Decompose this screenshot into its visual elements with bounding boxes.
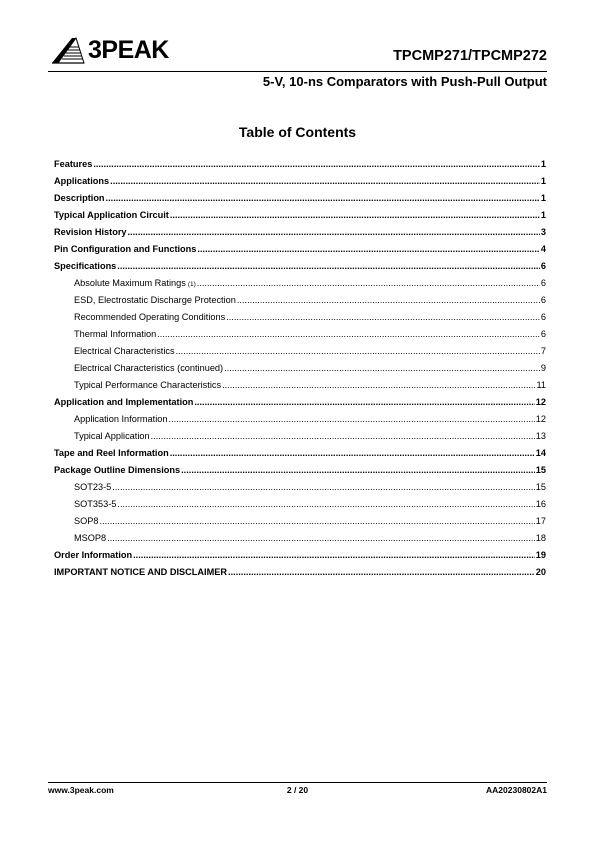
toc-entry[interactable] (54, 203, 546, 220)
toc-entry[interactable] (54, 271, 546, 288)
toc-entry-label: MSOP8 (74, 532, 107, 543)
toc-entry[interactable] (54, 526, 546, 543)
toc-dot-leader (176, 347, 540, 356)
toc-entry-page: 6 (540, 260, 546, 271)
toc-entry-label: SOP8 (74, 515, 99, 526)
toc-entry-page: 1 (540, 158, 546, 169)
toc-entry-label: Applications (54, 175, 110, 186)
toc-entry-label: Application Information (74, 413, 168, 424)
toc-entry[interactable] (54, 356, 546, 373)
toc-entry[interactable] (54, 407, 546, 424)
toc-entry[interactable] (54, 390, 546, 407)
document-subtitle: 5-V, 10-ns Comparators with Push-Pull Output (262, 74, 547, 89)
toc-dot-leader (228, 568, 535, 577)
toc-entry-page: 20 (535, 566, 546, 577)
logo-text: 3PEAK (88, 35, 169, 64)
toc-dot-leader (222, 381, 535, 390)
toc-entry-page: 11 (536, 379, 546, 390)
toc-entry-label: Specifications (54, 260, 117, 271)
toc-entry-page: 16 (535, 498, 546, 509)
toc-dot-leader (117, 262, 540, 271)
toc-entry-label: Recommended Operating Conditions (74, 311, 226, 322)
toc-entry-label: Application and Implementation (54, 396, 194, 407)
company-logo (50, 36, 169, 64)
toc-entry-page: 13 (535, 430, 546, 441)
toc-entry-page: 1 (540, 192, 546, 203)
toc-entry-label: Electrical Characteristics (continued) (74, 362, 224, 373)
toc-entry-page: 6 (540, 294, 546, 305)
toc-entry[interactable] (54, 186, 546, 203)
toc-dot-leader (197, 245, 539, 254)
toc-dot-leader (237, 296, 540, 305)
toc-dot-leader (133, 551, 535, 560)
toc-entry[interactable] (54, 237, 546, 254)
toc-entry[interactable] (54, 424, 546, 441)
toc-entry-label: Tape and Reel Information (54, 447, 169, 458)
toc-entry-page: 1 (540, 175, 546, 186)
toc-entry-page: 15 (535, 464, 546, 475)
toc-dot-leader (168, 415, 534, 424)
toc-entry-label: Description (54, 192, 105, 203)
toc-entry-page: 12 (535, 396, 546, 407)
toc-entry-footnote-ref: (1) (187, 280, 196, 288)
toc-entry-page: 12 (535, 413, 546, 424)
toc-entry[interactable] (54, 322, 546, 339)
toc-entry[interactable] (54, 169, 546, 186)
toc-dot-leader (117, 500, 534, 509)
toc-entry[interactable] (54, 475, 546, 492)
toc-entry-label: Features (54, 158, 93, 169)
toc-entry-label: Absolute Maximum Ratings (74, 277, 186, 288)
toc-entry-label: Typical Application (74, 430, 150, 441)
toc-entry-page: 7 (540, 345, 546, 356)
part-number: TPCMP271/TPCMP272 (393, 48, 547, 64)
toc-entry-page: 1 (540, 209, 546, 220)
toc-entry-label: Revision History (54, 226, 127, 237)
toc-entry[interactable] (54, 560, 546, 577)
toc-dot-leader (197, 279, 540, 288)
footer-divider (48, 782, 547, 783)
toc-entry-label: Pin Configuration and Functions (54, 243, 197, 254)
toc-dot-leader (157, 330, 540, 339)
toc-dot-leader (107, 534, 535, 543)
toc-entry-page: 18 (535, 532, 546, 543)
toc-dot-leader (128, 228, 540, 237)
table-of-contents (54, 152, 546, 577)
toc-entry-label: Package Outline Dimensions (54, 464, 181, 475)
toc-entry[interactable] (54, 152, 546, 169)
header-divider (48, 71, 547, 72)
toc-entry-label: Order Information (54, 549, 133, 560)
toc-entry-label: SOT353-5 (74, 498, 117, 509)
toc-entry[interactable] (54, 543, 546, 560)
footer-page-indicator: 2 / 20 (286, 785, 309, 795)
toc-entry-label: SOT23-5 (74, 481, 112, 492)
toc-entry[interactable] (54, 458, 546, 475)
toc-dot-leader (93, 160, 540, 169)
toc-entry-label: Typical Performance Characteristics (74, 379, 222, 390)
toc-dot-leader (110, 177, 540, 186)
toc-entry-page: 9 (540, 362, 546, 373)
toc-entry-page: 6 (540, 277, 546, 288)
toc-entry-page: 17 (535, 515, 546, 526)
footer-website[interactable]: www.3peak.com (48, 785, 114, 795)
toc-dot-leader (224, 364, 540, 373)
toc-dot-leader (151, 432, 535, 441)
toc-entry-label: Typical Application Circuit (54, 209, 169, 220)
toc-entry-page: 6 (540, 328, 546, 339)
toc-dot-leader (170, 449, 535, 458)
peak-logo-icon (50, 36, 86, 64)
toc-entry-page: 3 (540, 226, 546, 237)
toc-entry-page: 19 (535, 549, 546, 560)
toc-dot-leader (194, 398, 534, 407)
toc-entry[interactable] (54, 288, 546, 305)
toc-entry[interactable] (54, 220, 546, 237)
toc-dot-leader (112, 483, 534, 492)
toc-dot-leader (100, 517, 535, 526)
toc-dot-leader (106, 194, 540, 203)
toc-entry[interactable] (54, 509, 546, 526)
toc-entry[interactable] (54, 373, 546, 390)
toc-dot-leader (181, 466, 535, 475)
toc-entry[interactable] (54, 305, 546, 322)
toc-entry-label: IMPORTANT NOTICE AND DISCLAIMER (54, 566, 228, 577)
toc-entry-page: 4 (540, 243, 546, 254)
toc-entry-page: 15 (535, 481, 546, 492)
toc-entry[interactable] (54, 254, 546, 271)
toc-entry-page: 14 (535, 447, 546, 458)
toc-dot-leader (226, 313, 540, 322)
toc-entry[interactable] (54, 492, 546, 509)
toc-entry[interactable] (54, 441, 546, 458)
toc-dot-leader (170, 211, 540, 220)
toc-entry-label: ESD, Electrostatic Discharge Protection (74, 294, 236, 305)
toc-entry-page: 6 (540, 311, 546, 322)
toc-title: Table of Contents (238, 124, 357, 140)
footer-doc-id: AA20230802A1 (486, 785, 547, 795)
toc-entry-label: Thermal Information (74, 328, 157, 339)
toc-entry[interactable] (54, 339, 546, 356)
toc-entry-label: Electrical Characteristics (74, 345, 175, 356)
